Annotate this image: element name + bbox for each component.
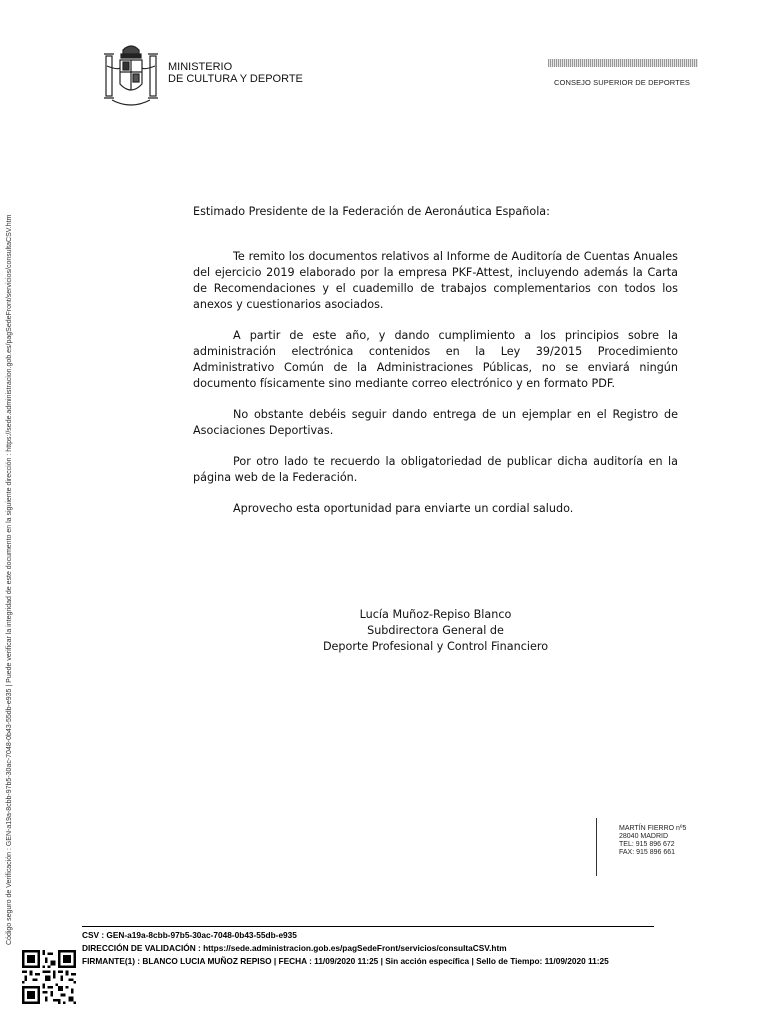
address-block	[619, 825, 686, 857]
qr-code-icon	[22, 950, 76, 1004]
council-logo-bar	[548, 59, 698, 67]
paragraph: No obstante debéis seguir dando entrega de un ejemplar en el Registro de Asociaciones Deportivas.	[193, 408, 678, 437]
footer-signer: FIRMANTE(1) : BLANCO LUCIA MUÑOZ REPISO | FECHA : 11/09/2020 11:25 | Sin acción específica | Sello de Tiempo: 11/09/2020 11:25	[82, 956, 609, 966]
ministry-name	[168, 61, 303, 85]
ministry-line-2: DE CULTURA Y DEPORTE	[168, 73, 303, 85]
signer-title-1: Subdirectora General de	[367, 624, 504, 637]
paragraph: Aprovecho esta oportunidad para enviarte un cordial saludo.	[233, 502, 574, 515]
paragraph: Te remito los documentos relativos al Informe de Auditoría de Cuentas Anuales del ejercicio 2019 elaborado por la empresa PKF-Attest, incluyendo además la Carta de Recomendaciones y el cuademillo de trabajos complementarios con todos los anexos y cuestionarios asociados.	[193, 250, 678, 311]
paragraph: Por otro lado te recuerdo la obligatoriedad de publicar dicha auditoría en la página web de la Federación.	[193, 455, 678, 484]
footer-validation: DIRECCIÓN DE VALIDACIÓN : https://sede.administracion.gob.es/pagSedeFront/servicios/consultaCSV.htm	[82, 943, 507, 953]
ministry-line-1: MINISTERIO	[168, 61, 233, 73]
signer-title-2: Deporte Profesional y Control Financiero	[322, 640, 549, 653]
footer-csv: CSV : GEN-a19a-8cbb-97b5-30ac-7048-0b43-55db-e935	[82, 930, 297, 940]
letter-body	[193, 249, 678, 532]
letter-greeting	[193, 204, 678, 220]
greeting-text: Estimado Presidente de la Federación de Aeronáutica Española:	[193, 205, 550, 218]
address-city: 28040 MADRID	[619, 833, 669, 840]
council-name: CONSEJO SUPERIOR DE DEPORTES	[554, 78, 691, 87]
address-street: MARTÍN FIERRO nº5	[619, 825, 687, 832]
paragraph: A partir de este año, y dando cumplimiento a los principios sobre la administración electrónica contenidos en la Ley 39/2015 Procedimiento Administrativo Común de la Administraciones Públicas, no se enviará ningún documento físicamente sino mediante correo electrónico y en formato PDF.	[193, 329, 678, 390]
signature-block	[193, 607, 678, 655]
address-tel: TEL: 915 896 672	[619, 841, 675, 848]
address-divider	[596, 818, 597, 876]
footer-block	[82, 929, 609, 968]
address-fax: FAX: 915 896 661	[619, 849, 676, 856]
verification-sidebar-text: Código seguro de Verificación : GEN-a19a-8cbb-97b5-30ac-7048-0b43-55db-e935 | Puede verificar la integridad de este documento en la siguiente dirección : https://sede.administracion.gob.es/pagSedeFront/servicios/consultaCSV.htm	[6, 214, 13, 945]
signer-name: Lucía Muñoz-Repiso Blanco	[359, 608, 512, 621]
coat-of-arms-icon	[103, 40, 159, 112]
footer-divider	[82, 926, 654, 927]
